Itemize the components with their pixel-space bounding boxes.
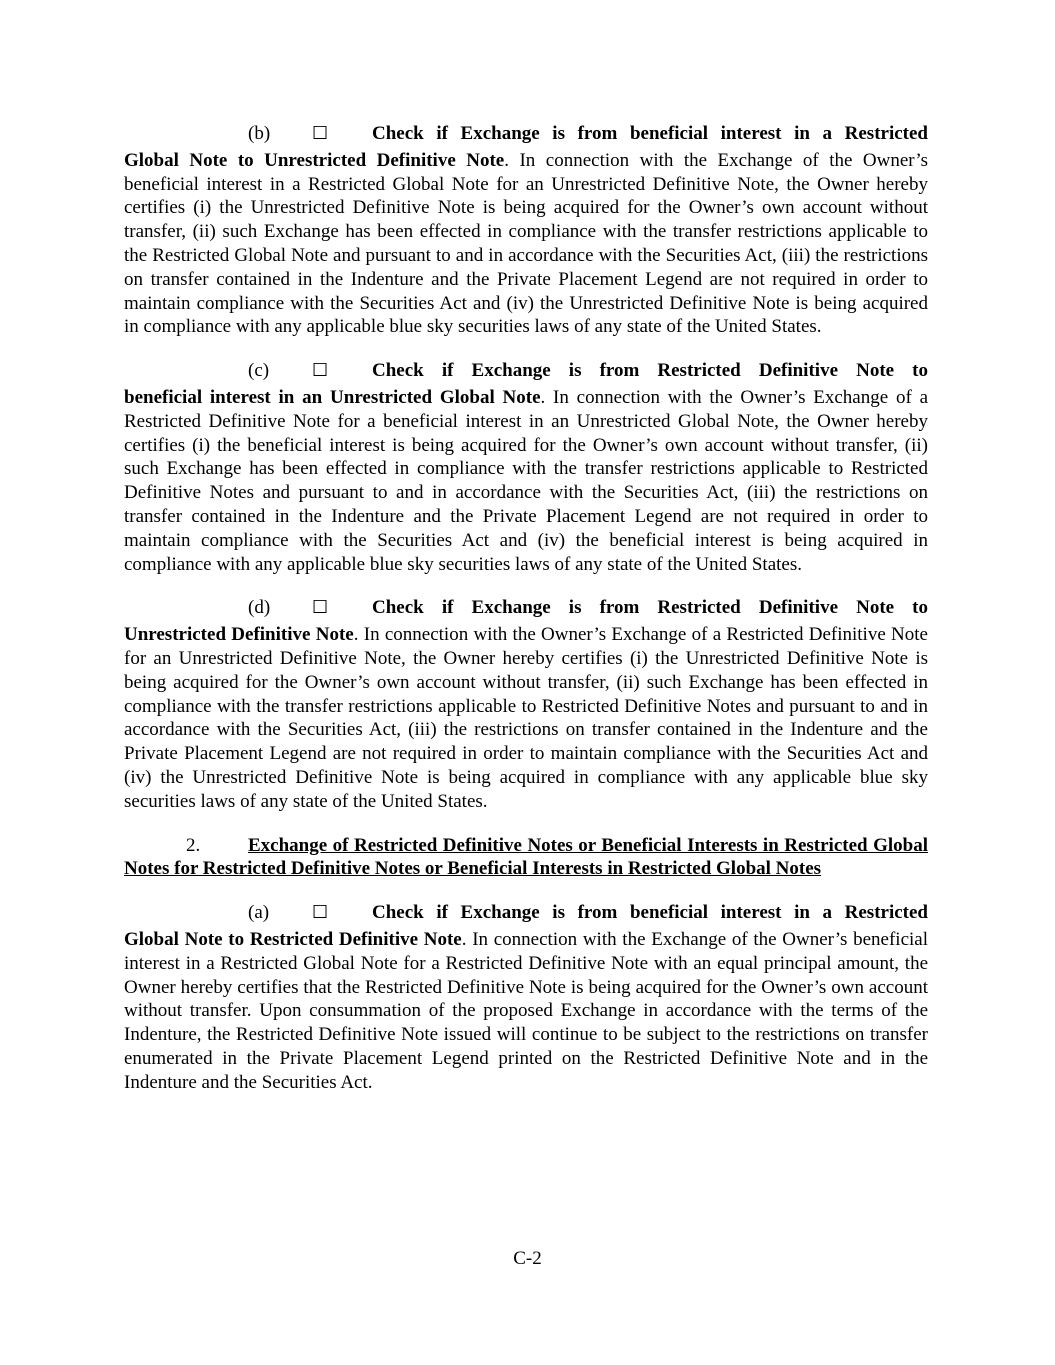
- section-2a-body: [124, 928, 928, 1095]
- section-b-lead: [124, 122, 928, 146]
- section-2a-heading: Check if Exchange is from beneficial interest in a Restricted: [372, 902, 928, 924]
- section-c-lead: [124, 359, 928, 383]
- section-b-checkbox[interactable]: ☐: [312, 123, 329, 144]
- document-page: [124, 122, 928, 1094]
- section-d-heading: Check if Exchange is from Restricted Definitive Note to: [372, 597, 928, 619]
- section-c-heading: Check if Exchange is from Restricted Definitive Note to: [372, 360, 928, 382]
- section-b: [124, 122, 928, 339]
- section-d-text: . In connection with the Owner’s Exchange of a Restricted Definitive Note for an Unrestricted Definitive Note, the Owner hereby certifies (i) the Unrestricted Definitive Note is being acquired for the Owner’s own account without transfer, (ii) such Exchange has been effected in compliance with the transfer restrictions applicable to Restricted Definitive Notes and pursuant to and in accordance with the Securities Act, (iii) the restrictions on transfer contained in the Indenture and the Private Placement Legend are not required in order to maintain compliance with the Securities Act and (iv) the Unrestricted Definitive Note is being acquired in compliance with any applicable blue sky securities laws of any state of the United States.: [124, 624, 928, 812]
- section-2-number: 2.: [186, 834, 201, 856]
- section-d-lead: [124, 596, 928, 620]
- section-b-marker: (b): [248, 123, 271, 144]
- section-d-checkbox[interactable]: ☐: [312, 597, 329, 619]
- section-c: [124, 359, 928, 576]
- section-2a-marker: (a): [248, 902, 270, 924]
- section-2a-checkbox[interactable]: ☐: [312, 902, 329, 924]
- section-c-body: [124, 386, 928, 576]
- section-2a-text: . In connection with the Exchange of the Owner’s beneficial interest in a Restricted Global Note for a Restricted Definitive Note with an equal principal amount, the Owner hereby certifies that the Restricted Definitive Note is being acquired for the Owner’s own account without transfer. Upon consummation of the proposed Exchange in accordance with the terms of the Indenture, the Restricted Definitive Note issued will continue to be subject to the restrictions on transfer enumerated in the Private Placement Legend printed on the Restricted Definitive Note and in the Indenture and the Securities Act.: [124, 928, 928, 1093]
- section-2a-lead: [124, 901, 928, 925]
- section-c-marker: (c): [248, 360, 270, 382]
- section-d-marker: (d): [248, 597, 271, 619]
- section-2: [124, 834, 928, 882]
- section-2a: [124, 901, 928, 1094]
- section-b-heading-cont: Global Note to Unrestricted Definitive Note: [124, 149, 505, 171]
- section-d: [124, 596, 928, 813]
- section-c-text: . In connection with the Owner’s Exchange of a Restricted Definitive Note for a beneficial interest in an Unrestricted Global Note, the Owner hereby certifies (i) the beneficial interest is being acquired for the Owner’s own account without transfer, (ii) such Exchange has been effected in compliance with the transfer restrictions applicable to Restricted Definitive Notes and pursuant to and in accordance with the Securities Act, (iii) the restrictions on transfer contained in the Indenture and the Private Placement Legend are not required in order to maintain compliance with the Securities Act and (iv) the beneficial interest is being acquired in compliance with any applicable blue sky securities laws of any state of the United States.: [124, 386, 929, 575]
- section-2-title: Exchange of Restricted Definitive Notes or Beneficial Interests in Restricted Global Notes for Restricted Definitive Notes or Beneficial Interests in Restricted Global Notes: [124, 834, 928, 880]
- page-number: C-2: [513, 1248, 542, 1269]
- section-c-checkbox[interactable]: ☐: [312, 360, 329, 382]
- section-b-heading: Check if Exchange is from beneficial interest in a Restricted: [372, 123, 928, 144]
- section-b-body: [124, 149, 928, 339]
- section-2-heading: [124, 834, 928, 882]
- section-c-heading-cont: beneficial interest in an Unrestricted Global Note: [124, 386, 541, 408]
- section-d-heading-cont: Unrestricted Definitive Note: [124, 624, 354, 646]
- section-d-body: [124, 623, 928, 813]
- section-2a-heading-cont: Global Note to Restricted Definitive Note: [124, 928, 462, 950]
- section-b-text: . In connection with the Exchange of the Owner’s beneficial interest in a Restricted Global Note for an Unrestricted Definitive Note, the Owner hereby certifies (i) the Unrestricted Definitive Note is being acquired for the Owner’s own account without transfer, (ii) such Exchange has been effected in compliance with the transfer restrictions applicable to the Restricted Global Note and pursuant to and in accordance with the Securities Act, (iii) the restrictions on transfer contained in the Indenture and the Private Placement Legend are not required in order to maintain compliance with the Securities Act and (iv) the Unrestricted Definitive Note is being acquired in compliance with any applicable blue sky securities laws of any state of the United States.: [124, 149, 929, 338]
